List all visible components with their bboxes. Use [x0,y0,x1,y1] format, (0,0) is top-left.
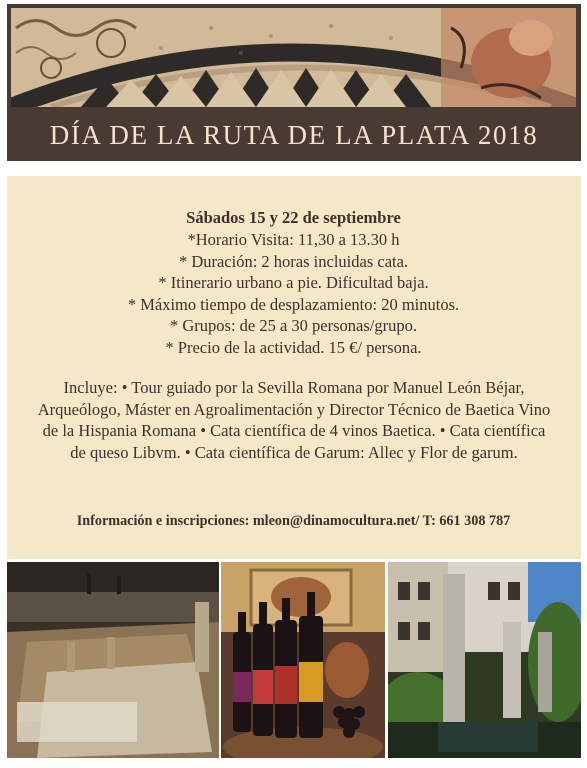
detail-schedule: *Horario Visita: 11,30 a 13.30 h [187,230,400,249]
mosaic-image [11,8,576,107]
event-dates: Sábados 15 y 22 de septiembre [186,208,401,227]
detail-duration: * Duración: 2 horas incluidas cata. [178,251,409,271]
event-details [0,229,587,359]
detail-travel-time: * Máximo tiempo de desplazamiento: 20 minutos. [127,294,460,314]
detail-groups: * Grupos: de 25 a 30 personas/grupo. [169,316,417,336]
contact-info: Información e inscripciones: mleon@dinamocultura.net/ T: 661 308 787 [76,513,511,529]
roman-columns-photo [388,562,581,758]
detail-itinerary: * Itinerario urbano a pie. Dificultad baja. [158,273,429,293]
event-title: DÍA DE LA RUTA DE LA PLATA 2018 [49,119,539,150]
wine-bottles-photo [221,562,385,758]
event-includes: Incluye: • Tour guiado por la Sevilla Romana por Manuel León Béjar, Arqueólogo, Máster en Agroalimentación y Director Técnico de Baetica Vino de la Hispania Romana • Cata científica de 4 vinos Baetica. • Cata científica de queso Libvm. • Cata científica de Garum: Allec y Flor de garum. [37,378,551,462]
roman-ruins-photo [7,562,219,758]
detail-price: * Precio de la actividad. 15 €/ persona. [165,337,422,357]
